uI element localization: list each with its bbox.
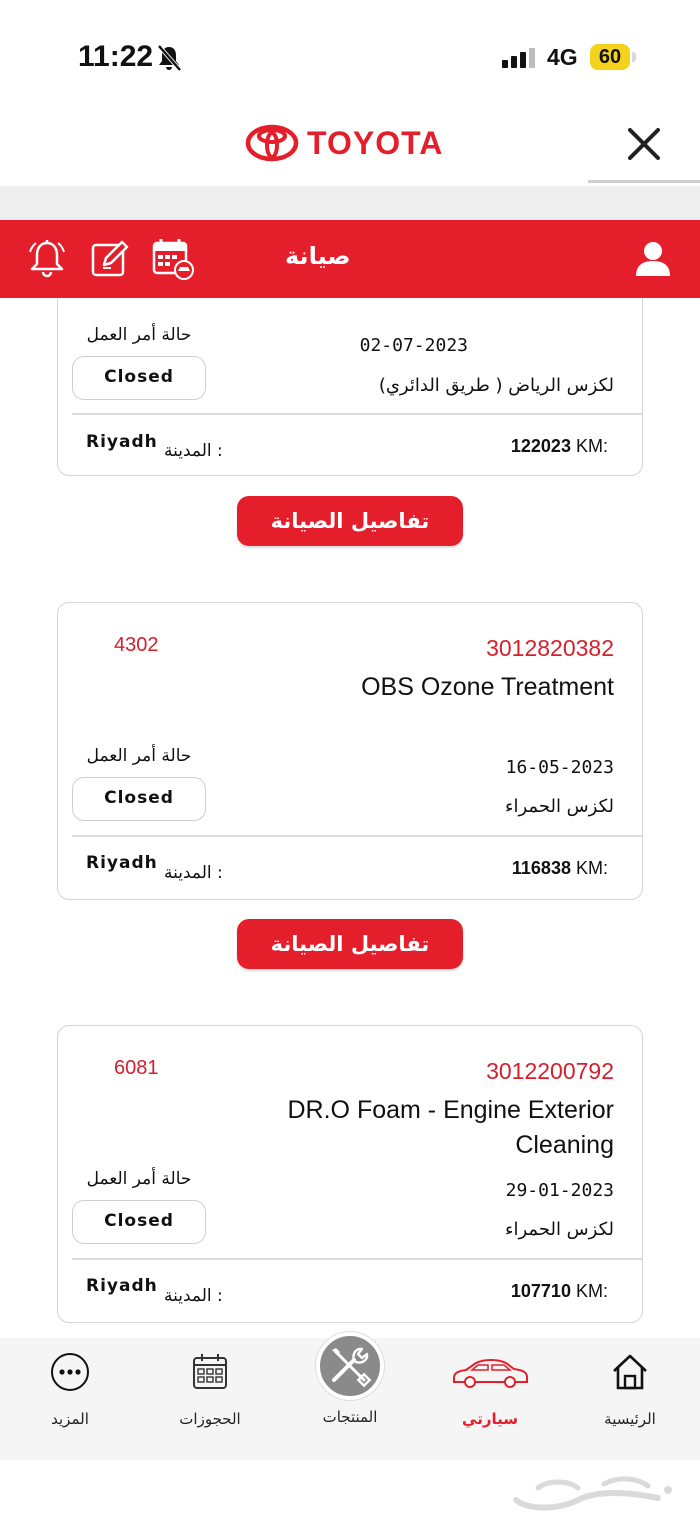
mileage-unit: KM: <box>575 436 608 456</box>
more-icon <box>50 1352 90 1392</box>
city-label: المدينة : <box>164 863 223 883</box>
work-order-number: 3012820382 <box>486 635 614 661</box>
bell-icon[interactable] <box>26 238 68 280</box>
toolbar-title: صيانة <box>285 242 351 270</box>
maintenance-card <box>57 298 643 476</box>
city-value: Riyadh <box>86 1276 158 1296</box>
edit-icon[interactable] <box>89 238 131 280</box>
status-time: 11:22 <box>78 40 154 73</box>
nav-label: الرئيسية <box>604 1410 656 1428</box>
products-fab[interactable] <box>316 1332 384 1400</box>
order-date: 02-07-2023 <box>359 335 468 356</box>
toyota-logo <box>245 124 443 162</box>
nav-more[interactable] <box>10 1338 130 1460</box>
signal-icon <box>502 48 535 68</box>
city-label: المدينة : <box>164 1286 223 1306</box>
battery-icon: 60 <box>590 44 630 70</box>
home-icon <box>610 1352 650 1392</box>
city-value: Riyadh <box>86 853 158 873</box>
status-closed-button[interactable]: Closed <box>72 356 206 400</box>
nav-label: الحجوزات <box>179 1410 241 1428</box>
nav-products[interactable] <box>290 1338 410 1460</box>
work-order-status-label: حالة أمر العمل <box>86 746 192 766</box>
work-order-status-label: حالة أمر العمل <box>86 1169 192 1189</box>
nav-label: المنتجات <box>322 1408 378 1426</box>
car-icon <box>450 1352 530 1392</box>
watermark-logo <box>508 1470 676 1516</box>
maintenance-details-button[interactable]: تفاصيل الصيانة <box>237 496 463 546</box>
calendar-icon <box>190 1352 230 1392</box>
network-type: 4G <box>547 44 578 70</box>
status-closed-button[interactable]: Closed <box>72 1200 206 1244</box>
branch-name: لكزس الحمراء <box>505 796 614 817</box>
card-divider <box>72 413 642 415</box>
nav-my-car[interactable] <box>430 1338 550 1460</box>
toyota-emblem-icon <box>245 124 299 162</box>
nav-home[interactable] <box>570 1338 690 1460</box>
city-value: Riyadh <box>86 432 158 452</box>
mileage-value: 122023 <box>510 436 571 456</box>
section-toolbar <box>0 220 700 298</box>
city-label: المدينة : <box>164 441 223 461</box>
status-bar <box>0 0 700 110</box>
header-underline <box>588 180 700 183</box>
card-divider <box>72 835 642 837</box>
branch-name: لكزس الحمراء <box>505 1219 614 1240</box>
service-name: DR.O Foam - Engine Exterior Cleaning <box>287 1096 614 1159</box>
mileage-value: 116838 <box>511 858 571 878</box>
service-name: OBS Ozone Treatment <box>361 673 614 701</box>
status-closed-button[interactable]: Closed <box>72 777 206 821</box>
work-order-status-label: حالة أمر العمل <box>86 325 192 345</box>
tools-icon <box>320 1336 380 1396</box>
order-id: 6081 <box>114 1057 159 1079</box>
maintenance-card <box>57 602 643 900</box>
brand-name: TOYOTA <box>307 124 444 161</box>
mileage-value: 107710 <box>510 1281 571 1301</box>
nav-label: المزيد <box>51 1410 89 1428</box>
order-id: 4302 <box>114 634 159 656</box>
maintenance-details-button[interactable]: تفاصيل الصيانة <box>237 919 463 969</box>
calendar-car-icon[interactable] <box>152 238 194 280</box>
mileage <box>511 1281 608 1302</box>
order-date: 29-01-2023 <box>505 1180 614 1201</box>
mileage-unit: KM: <box>575 858 608 878</box>
user-icon[interactable] <box>632 238 674 280</box>
nav-bookings[interactable] <box>150 1338 270 1460</box>
app-header <box>0 110 700 186</box>
mileage <box>512 858 608 879</box>
order-date: 16-05-2023 <box>505 757 614 778</box>
maintenance-list <box>0 298 700 1338</box>
mileage <box>511 436 608 457</box>
bottom-navigation <box>0 1338 700 1460</box>
card-divider <box>72 1258 642 1260</box>
work-order-number: 3012200792 <box>486 1058 614 1084</box>
branch-name: (لكزس الرياض ( طريق الدائري <box>378 375 614 396</box>
header-separator <box>0 186 700 220</box>
bell-off-icon <box>156 44 182 72</box>
battery-tip <box>632 52 636 62</box>
nav-label: سيارتي <box>462 1410 518 1428</box>
close-icon[interactable] <box>622 122 666 166</box>
mileage-unit: KM: <box>575 1281 608 1301</box>
maintenance-card <box>57 1025 643 1323</box>
